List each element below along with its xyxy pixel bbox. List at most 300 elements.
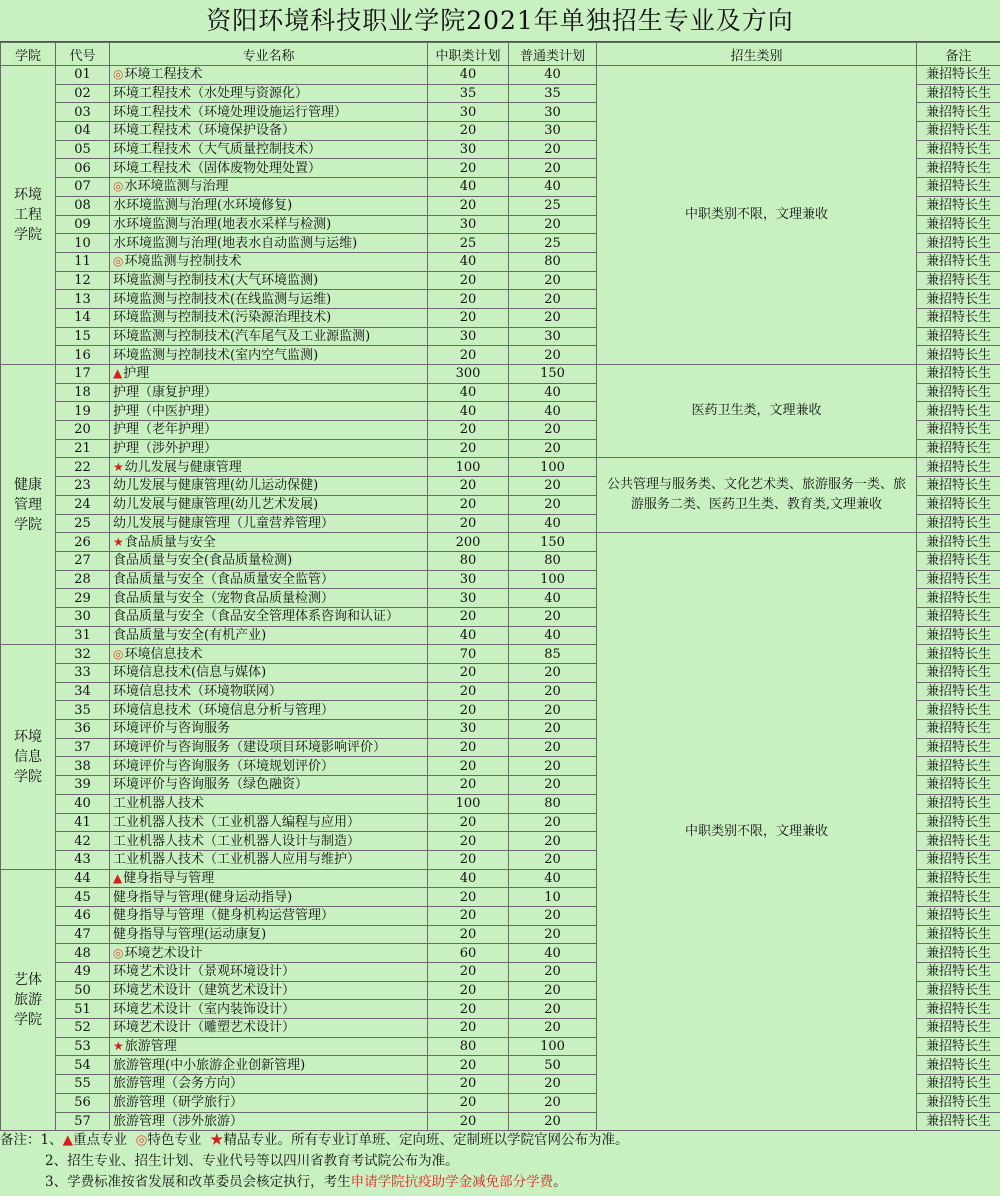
vocational-plan-cell: 25 bbox=[428, 234, 509, 253]
header-code: 代号 bbox=[56, 43, 110, 66]
triangle-icon: ▲ bbox=[113, 870, 123, 885]
vocational-plan-cell: 20 bbox=[428, 196, 509, 215]
major-name-cell bbox=[110, 439, 428, 458]
vocational-plan-cell: 30 bbox=[428, 570, 509, 589]
vocational-plan-cell: 20 bbox=[428, 1056, 509, 1075]
general-plan-cell: 30 bbox=[509, 122, 597, 141]
star-icon: ★ bbox=[209, 1132, 224, 1148]
major-name: 健身指导与管理(运动康复) bbox=[113, 926, 267, 942]
remark-cell: 兼招特长生 bbox=[917, 271, 1000, 290]
general-plan-cell: 100 bbox=[509, 1037, 597, 1056]
major-name-cell bbox=[110, 533, 428, 552]
header-vocational-plan: 中职类计划 bbox=[428, 43, 509, 66]
major-name: 环境工程技术（环境处理设施运行管理） bbox=[113, 104, 348, 120]
major-name: 环境监测与控制技术(在线监测与运维) bbox=[113, 291, 332, 307]
major-name: 旅游管理（研学旅行） bbox=[113, 1095, 244, 1111]
major-name-cell bbox=[110, 458, 428, 477]
general-plan-cell: 40 bbox=[509, 944, 597, 963]
major-name: 幼儿发展与健康管理(幼儿艺术发展) bbox=[113, 497, 319, 513]
general-plan-cell: 20 bbox=[509, 159, 597, 178]
major-name: 环境工程技术 bbox=[124, 67, 203, 83]
major-name: 环境工程技术（固体废物处理处置） bbox=[113, 160, 322, 176]
general-plan-cell: 20 bbox=[509, 720, 597, 739]
major-name: 工业机器人技术（工业机器人编程与应用） bbox=[113, 814, 361, 830]
code-cell: 26 bbox=[56, 533, 110, 552]
major-name: 环境艺术设计（建筑艺术设计） bbox=[113, 983, 296, 999]
code-cell: 10 bbox=[56, 234, 110, 253]
vocational-plan-cell: 20 bbox=[428, 607, 509, 626]
vocational-plan-cell: 20 bbox=[428, 906, 509, 925]
vocational-plan-cell: 20 bbox=[428, 981, 509, 1000]
general-plan-cell: 150 bbox=[509, 365, 597, 384]
major-name: 环境信息技术 bbox=[124, 646, 203, 662]
general-plan-cell: 20 bbox=[509, 215, 597, 234]
remark-cell: 兼招特长生 bbox=[917, 813, 1000, 832]
vocational-plan-cell: 20 bbox=[428, 439, 509, 458]
major-name: 水环境监测与治理(地表水采样与检测) bbox=[113, 216, 332, 232]
vocational-plan-cell: 20 bbox=[428, 477, 509, 496]
remark-cell: 兼招特长生 bbox=[917, 103, 1000, 122]
remark-cell: 兼招特长生 bbox=[917, 402, 1000, 421]
code-cell: 54 bbox=[56, 1056, 110, 1075]
general-plan-cell: 20 bbox=[509, 308, 597, 327]
table-row bbox=[1, 66, 1000, 85]
note-line3-a: 3、学费标准按省发展和改革委员会核定执行，考生 bbox=[45, 1174, 351, 1190]
remark-cell: 兼招特长生 bbox=[917, 888, 1000, 907]
major-name-cell bbox=[110, 1112, 428, 1131]
remark-cell: 兼招特长生 bbox=[917, 589, 1000, 608]
vocational-plan-cell: 100 bbox=[428, 458, 509, 477]
general-plan-cell: 20 bbox=[509, 850, 597, 869]
general-plan-cell: 20 bbox=[509, 757, 597, 776]
header-remark: 备注 bbox=[917, 43, 1000, 66]
majors-table bbox=[0, 42, 1000, 1131]
major-name-cell bbox=[110, 850, 428, 869]
major-name-cell bbox=[110, 794, 428, 813]
major-name-cell bbox=[110, 421, 428, 440]
major-name-cell bbox=[110, 103, 428, 122]
remark-cell: 兼招特长生 bbox=[917, 869, 1000, 888]
vocational-plan-cell: 20 bbox=[428, 850, 509, 869]
code-cell: 41 bbox=[56, 813, 110, 832]
general-plan-cell: 20 bbox=[509, 290, 597, 309]
remark-cell: 兼招特长生 bbox=[917, 1037, 1000, 1056]
table-row bbox=[1, 458, 1000, 477]
vocational-plan-cell: 70 bbox=[428, 645, 509, 664]
general-plan-cell: 20 bbox=[509, 813, 597, 832]
code-cell: 25 bbox=[56, 514, 110, 533]
general-plan-cell: 50 bbox=[509, 1056, 597, 1075]
general-plan-cell: 20 bbox=[509, 963, 597, 982]
major-name: 水环境监测与治理(水环境修复) bbox=[113, 198, 293, 214]
code-cell: 31 bbox=[56, 626, 110, 645]
code-cell: 15 bbox=[56, 327, 110, 346]
code-cell: 35 bbox=[56, 701, 110, 720]
general-plan-cell: 40 bbox=[509, 869, 597, 888]
major-name: 护理（康复护理） bbox=[113, 385, 218, 401]
code-cell: 49 bbox=[56, 963, 110, 982]
major-name-cell bbox=[110, 477, 428, 496]
vocational-plan-cell: 80 bbox=[428, 1037, 509, 1056]
notes bbox=[0, 1130, 1000, 1193]
general-plan-cell: 30 bbox=[509, 327, 597, 346]
major-name: 环境评价与咨询服务（环境规划评价） bbox=[113, 758, 335, 774]
major-name-cell bbox=[110, 402, 428, 421]
note-line-1 bbox=[0, 1130, 1000, 1151]
remark-cell: 兼招特长生 bbox=[917, 308, 1000, 327]
vocational-plan-cell: 20 bbox=[428, 308, 509, 327]
vocational-plan-cell: 20 bbox=[428, 1075, 509, 1094]
remark-cell: 兼招特长生 bbox=[917, 84, 1000, 103]
double-circle-icon: ◎ bbox=[113, 646, 124, 661]
code-cell: 13 bbox=[56, 290, 110, 309]
code-cell: 38 bbox=[56, 757, 110, 776]
major-name: 环境监测与控制技术(大气环境监测) bbox=[113, 272, 319, 288]
remark-cell: 兼招特长生 bbox=[917, 290, 1000, 309]
remark-cell: 兼招特长生 bbox=[917, 626, 1000, 645]
vocational-plan-cell: 30 bbox=[428, 720, 509, 739]
major-name: 工业机器人技术（工业机器人设计与制造） bbox=[113, 833, 361, 849]
remark-cell: 兼招特长生 bbox=[917, 327, 1000, 346]
code-cell: 01 bbox=[56, 66, 110, 85]
major-name-cell bbox=[110, 234, 428, 253]
vocational-plan-cell: 20 bbox=[428, 1000, 509, 1019]
major-name: 护理（涉外护理） bbox=[113, 441, 218, 457]
note-line1-rest: 所有专业订单班、定向班、定制班以学院官网公布为准。 bbox=[290, 1132, 629, 1148]
major-name-cell bbox=[110, 365, 428, 384]
header-college: 学院 bbox=[1, 43, 56, 66]
code-cell: 37 bbox=[56, 738, 110, 757]
major-name-cell bbox=[110, 1000, 428, 1019]
code-cell: 29 bbox=[56, 589, 110, 608]
code-cell: 45 bbox=[56, 888, 110, 907]
code-cell: 44 bbox=[56, 869, 110, 888]
code-cell: 55 bbox=[56, 1075, 110, 1094]
major-name-cell bbox=[110, 252, 428, 271]
general-plan-cell: 25 bbox=[509, 196, 597, 215]
vocational-plan-cell: 300 bbox=[428, 365, 509, 384]
remark-cell: 兼招特长生 bbox=[917, 1075, 1000, 1094]
major-name-cell bbox=[110, 159, 428, 178]
vocational-plan-cell: 20 bbox=[428, 832, 509, 851]
major-name: 环境监测与控制技术(室内空气监测) bbox=[113, 347, 319, 363]
major-name: 环境工程技术（环境保护设备） bbox=[113, 123, 296, 139]
vocational-plan-cell: 40 bbox=[428, 869, 509, 888]
general-plan-cell: 20 bbox=[509, 664, 597, 683]
note-line3-red: 申请学院抗疫助学金减免部分学费 bbox=[350, 1174, 554, 1190]
major-name: 环境工程技术（水处理与资源化） bbox=[113, 86, 309, 102]
code-cell: 36 bbox=[56, 720, 110, 739]
double-circle-icon: ◎ bbox=[113, 67, 124, 82]
vocational-plan-cell: 30 bbox=[428, 327, 509, 346]
vocational-plan-cell: 40 bbox=[428, 66, 509, 85]
remark-cell: 兼招特长生 bbox=[917, 514, 1000, 533]
vocational-plan-cell: 20 bbox=[428, 495, 509, 514]
general-plan-cell: 100 bbox=[509, 570, 597, 589]
major-name: 环境艺术设计（室内装饰设计） bbox=[113, 1001, 296, 1017]
major-name: 旅游管理（涉外旅游） bbox=[113, 1113, 244, 1129]
vocational-plan-cell: 20 bbox=[428, 290, 509, 309]
remark-cell: 兼招特长生 bbox=[917, 533, 1000, 552]
remark-cell: 兼招特长生 bbox=[917, 159, 1000, 178]
vocational-plan-cell: 20 bbox=[428, 701, 509, 720]
code-cell: 47 bbox=[56, 925, 110, 944]
code-cell: 21 bbox=[56, 439, 110, 458]
vocational-plan-cell: 40 bbox=[428, 178, 509, 197]
remark-cell: 兼招特长生 bbox=[917, 925, 1000, 944]
star-icon: ★ bbox=[113, 534, 124, 549]
major-name-cell bbox=[110, 701, 428, 720]
code-cell: 17 bbox=[56, 365, 110, 384]
major-name-cell bbox=[110, 290, 428, 309]
vocational-plan-cell: 20 bbox=[428, 664, 509, 683]
general-plan-cell: 150 bbox=[509, 533, 597, 552]
major-name: 健身指导与管理(健身运动指导) bbox=[113, 889, 293, 905]
code-cell: 48 bbox=[56, 944, 110, 963]
table-header-row bbox=[1, 43, 1000, 66]
vocational-plan-cell: 20 bbox=[428, 159, 509, 178]
star-icon: ★ bbox=[113, 1039, 124, 1054]
remark-cell: 兼招特长生 bbox=[917, 1019, 1000, 1038]
major-name: 食品质量与安全（宠物食品质量检测） bbox=[113, 590, 335, 606]
general-plan-cell: 25 bbox=[509, 234, 597, 253]
code-cell: 14 bbox=[56, 308, 110, 327]
major-name-cell bbox=[110, 178, 428, 197]
remark-cell: 兼招特长生 bbox=[917, 738, 1000, 757]
remark-cell: 兼招特长生 bbox=[917, 981, 1000, 1000]
major-name-cell bbox=[110, 944, 428, 963]
code-cell: 06 bbox=[56, 159, 110, 178]
remark-cell: 兼招特长生 bbox=[917, 196, 1000, 215]
major-name-cell bbox=[110, 327, 428, 346]
major-name-cell bbox=[110, 1056, 428, 1075]
general-plan-cell: 40 bbox=[509, 383, 597, 402]
table-row bbox=[1, 365, 1000, 384]
major-name-cell bbox=[110, 551, 428, 570]
code-cell: 43 bbox=[56, 850, 110, 869]
general-plan-cell: 20 bbox=[509, 1093, 597, 1112]
vocational-plan-cell: 20 bbox=[428, 421, 509, 440]
general-plan-cell: 20 bbox=[509, 682, 597, 701]
code-cell: 22 bbox=[56, 458, 110, 477]
vocational-plan-cell: 20 bbox=[428, 122, 509, 141]
major-name: 工业机器人技术 bbox=[113, 796, 205, 812]
major-name-cell bbox=[110, 495, 428, 514]
double-circle-icon: ◎ bbox=[113, 254, 124, 269]
general-plan-cell: 85 bbox=[509, 645, 597, 664]
major-name: 旅游管理(中小旅游企业创新管理) bbox=[113, 1057, 306, 1073]
major-name: 旅游管理 bbox=[124, 1039, 177, 1055]
college-cell: 环境 信息 学院 bbox=[1, 645, 56, 869]
remark-cell: 兼招特长生 bbox=[917, 365, 1000, 384]
code-cell: 27 bbox=[56, 551, 110, 570]
major-name-cell bbox=[110, 888, 428, 907]
code-cell: 24 bbox=[56, 495, 110, 514]
general-plan-cell: 40 bbox=[509, 514, 597, 533]
general-plan-cell: 20 bbox=[509, 477, 597, 496]
category-cell: 中职类别不限，文理兼收 bbox=[597, 66, 917, 365]
general-plan-cell: 20 bbox=[509, 1112, 597, 1131]
major-name-cell bbox=[110, 981, 428, 1000]
major-name: 幼儿发展与健康管理 bbox=[124, 459, 242, 475]
major-name: 环境艺术设计（景观环境设计） bbox=[113, 964, 296, 980]
remark-cell: 兼招特长生 bbox=[917, 178, 1000, 197]
general-plan-cell: 20 bbox=[509, 346, 597, 365]
general-plan-cell: 20 bbox=[509, 271, 597, 290]
note-key-label: 重点专业 bbox=[72, 1132, 127, 1148]
major-name-cell bbox=[110, 757, 428, 776]
vocational-plan-cell: 200 bbox=[428, 533, 509, 552]
code-cell: 33 bbox=[56, 664, 110, 683]
major-name-cell bbox=[110, 140, 428, 159]
remark-cell: 兼招特长生 bbox=[917, 140, 1000, 159]
code-cell: 52 bbox=[56, 1019, 110, 1038]
remark-cell: 兼招特长生 bbox=[917, 252, 1000, 271]
page-title: 资阳环境科技职业学院2021年单独招生专业及方向 bbox=[0, 0, 1000, 42]
note-line3-end: 。 bbox=[553, 1174, 567, 1190]
major-name-cell bbox=[110, 383, 428, 402]
vocational-plan-cell: 40 bbox=[428, 626, 509, 645]
general-plan-cell: 20 bbox=[509, 495, 597, 514]
college-cell: 环境 工程 学院 bbox=[1, 66, 56, 365]
code-cell: 51 bbox=[56, 1000, 110, 1019]
remark-cell: 兼招特长生 bbox=[917, 832, 1000, 851]
category-cell: 中职类别不限，文理兼收 bbox=[597, 533, 917, 1131]
remark-cell: 兼招特长生 bbox=[917, 645, 1000, 664]
remark-cell: 兼招特长生 bbox=[917, 495, 1000, 514]
code-cell: 04 bbox=[56, 122, 110, 141]
code-cell: 19 bbox=[56, 402, 110, 421]
double-circle-icon: ◎ bbox=[113, 179, 124, 194]
major-name-cell bbox=[110, 832, 428, 851]
general-plan-cell: 80 bbox=[509, 252, 597, 271]
vocational-plan-cell: 20 bbox=[428, 963, 509, 982]
code-cell: 08 bbox=[56, 196, 110, 215]
remark-cell: 兼招特长生 bbox=[917, 1112, 1000, 1131]
remark-cell: 兼招特长生 bbox=[917, 664, 1000, 683]
major-name-cell bbox=[110, 664, 428, 683]
remark-cell: 兼招特长生 bbox=[917, 570, 1000, 589]
general-plan-cell: 20 bbox=[509, 421, 597, 440]
major-name: 健身指导与管理（健身机构运营管理） bbox=[113, 908, 335, 924]
vocational-plan-cell: 100 bbox=[428, 794, 509, 813]
general-plan-cell: 20 bbox=[509, 607, 597, 626]
code-cell: 23 bbox=[56, 477, 110, 496]
major-name-cell bbox=[110, 122, 428, 141]
vocational-plan-cell: 40 bbox=[428, 252, 509, 271]
remark-cell: 兼招特长生 bbox=[917, 701, 1000, 720]
major-name: 环境艺术设计 bbox=[124, 945, 203, 961]
major-name: 健身指导与管理 bbox=[123, 870, 215, 886]
remark-cell: 兼招特长生 bbox=[917, 776, 1000, 795]
major-name-cell bbox=[110, 963, 428, 982]
general-plan-cell: 40 bbox=[509, 178, 597, 197]
vocational-plan-cell: 60 bbox=[428, 944, 509, 963]
major-name-cell bbox=[110, 682, 428, 701]
major-name: 环境监测与控制技术(污染源治理技术) bbox=[113, 310, 332, 326]
major-name: 食品质量与安全(有机产业) bbox=[113, 627, 267, 643]
vocational-plan-cell: 20 bbox=[428, 813, 509, 832]
code-cell: 42 bbox=[56, 832, 110, 851]
remark-cell: 兼招特长生 bbox=[917, 439, 1000, 458]
vocational-plan-cell: 20 bbox=[428, 925, 509, 944]
general-plan-cell: 20 bbox=[509, 832, 597, 851]
note-quality-label: 精品专业。 bbox=[223, 1132, 291, 1148]
major-name-cell bbox=[110, 1019, 428, 1038]
general-plan-cell: 20 bbox=[509, 439, 597, 458]
code-cell: 16 bbox=[56, 346, 110, 365]
major-name-cell bbox=[110, 215, 428, 234]
remark-cell: 兼招特长生 bbox=[917, 458, 1000, 477]
vocational-plan-cell: 20 bbox=[428, 271, 509, 290]
major-name: 环境评价与咨询服务（建设项目环境影响评价） bbox=[113, 740, 387, 756]
remark-cell: 兼招特长生 bbox=[917, 794, 1000, 813]
general-plan-cell: 40 bbox=[509, 66, 597, 85]
note-line-3 bbox=[0, 1172, 1000, 1193]
general-plan-cell: 30 bbox=[509, 103, 597, 122]
major-name-cell bbox=[110, 906, 428, 925]
code-cell: 20 bbox=[56, 421, 110, 440]
remark-cell: 兼招特长生 bbox=[917, 477, 1000, 496]
table-row bbox=[1, 533, 1000, 552]
code-cell: 12 bbox=[56, 271, 110, 290]
header-general-plan: 普通类计划 bbox=[509, 43, 597, 66]
remark-cell: 兼招特长生 bbox=[917, 682, 1000, 701]
major-name-cell bbox=[110, 607, 428, 626]
remark-cell: 兼招特长生 bbox=[917, 421, 1000, 440]
remark-cell: 兼招特长生 bbox=[917, 346, 1000, 365]
double-circle-icon: ◎ bbox=[135, 1132, 148, 1148]
vocational-plan-cell: 80 bbox=[428, 551, 509, 570]
general-plan-cell: 20 bbox=[509, 1019, 597, 1038]
remark-cell: 兼招特长生 bbox=[917, 1093, 1000, 1112]
code-cell: 57 bbox=[56, 1112, 110, 1131]
major-name-cell bbox=[110, 84, 428, 103]
major-name-cell bbox=[110, 66, 428, 85]
major-name: 环境监测与控制技术 bbox=[124, 254, 242, 270]
code-cell: 32 bbox=[56, 645, 110, 664]
triangle-icon: ▲ bbox=[62, 1132, 73, 1148]
vocational-plan-cell: 30 bbox=[428, 140, 509, 159]
major-name-cell bbox=[110, 626, 428, 645]
code-cell: 02 bbox=[56, 84, 110, 103]
major-name: 水环境监测与治理 bbox=[124, 179, 229, 195]
code-cell: 05 bbox=[56, 140, 110, 159]
remark-cell: 兼招特长生 bbox=[917, 383, 1000, 402]
major-name: 食品质量与安全（食品质量安全监管） bbox=[113, 571, 335, 587]
major-name-cell bbox=[110, 514, 428, 533]
remark-cell: 兼招特长生 bbox=[917, 1000, 1000, 1019]
code-cell: 50 bbox=[56, 981, 110, 1000]
category-cell: 医药卫生类，文理兼收 bbox=[597, 365, 917, 458]
major-name-cell bbox=[110, 589, 428, 608]
general-plan-cell: 20 bbox=[509, 1075, 597, 1094]
table-body bbox=[1, 66, 1000, 1131]
general-plan-cell: 20 bbox=[509, 906, 597, 925]
major-name: 水环境监测与治理(地表水自动监测与运维) bbox=[113, 235, 358, 251]
general-plan-cell: 20 bbox=[509, 738, 597, 757]
note-line-2: 2、招生专业、招生计划、专业代号等以四川省教育考试院公布为准。 bbox=[45, 1153, 459, 1169]
star-icon: ★ bbox=[113, 459, 124, 474]
remark-cell: 兼招特长生 bbox=[917, 66, 1000, 85]
code-cell: 30 bbox=[56, 607, 110, 626]
triangle-icon: ▲ bbox=[113, 366, 123, 381]
vocational-plan-cell: 20 bbox=[428, 888, 509, 907]
major-name: 幼儿发展与健康管理（儿童营养管理） bbox=[113, 515, 335, 531]
major-name: 环境工程技术（大气质量控制技术） bbox=[113, 142, 322, 158]
major-name: 护理 bbox=[123, 366, 150, 382]
college-cell: 艺体 旅游 学院 bbox=[1, 869, 56, 1131]
